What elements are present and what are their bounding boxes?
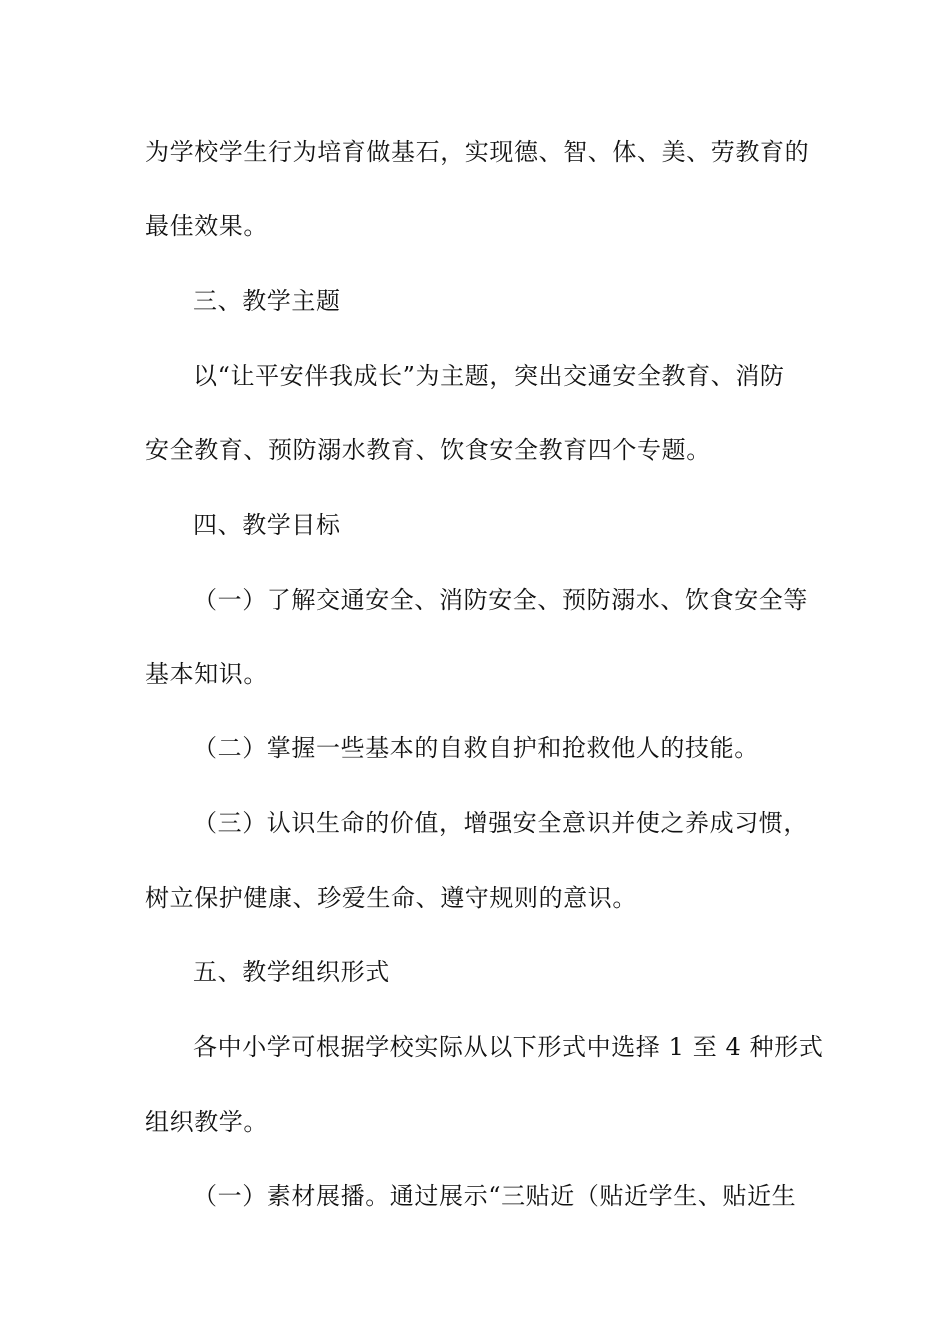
paragraph-line: 以“让平安伴我成长”为主题，突出交通安全教育、消防 xyxy=(193,362,785,390)
list-item-line: 树立保护健康、珍爱生命、遵守规则的意识。 xyxy=(145,884,637,912)
list-item-line: （二）掌握一些基本的自救自护和抢救他人的技能。 xyxy=(193,734,759,762)
paragraph-line: 最佳效果。 xyxy=(145,212,268,240)
paragraph-line: 安全教育、预防溺水教育、饮食安全教育四个专题。 xyxy=(145,436,711,464)
list-item-line: 基本知识。 xyxy=(145,660,268,688)
paragraph-line: 各中小学可根据学校实际从以下形式中选择 1 至 4 种形式 xyxy=(193,1033,824,1061)
paragraph-line: 组织教学。 xyxy=(145,1108,268,1136)
list-item-line: （三）认识生命的价值，增强安全意识并使之养成习惯， xyxy=(193,809,808,837)
section-heading: 四、教学目标 xyxy=(193,511,341,539)
paragraph-line: 为学校学生行为培育做基石，实现德、智、体、美、劳教育的 xyxy=(145,138,810,166)
list-item-line: （一）素材展播。通过展示“三贴近（贴近学生、贴近生 xyxy=(193,1182,797,1210)
list-item-line: （一）了解交通安全、消防安全、预防溺水、饮食安全等 xyxy=(193,586,808,614)
section-heading: 五、教学组织形式 xyxy=(193,958,390,986)
section-heading: 三、教学主题 xyxy=(193,287,341,315)
